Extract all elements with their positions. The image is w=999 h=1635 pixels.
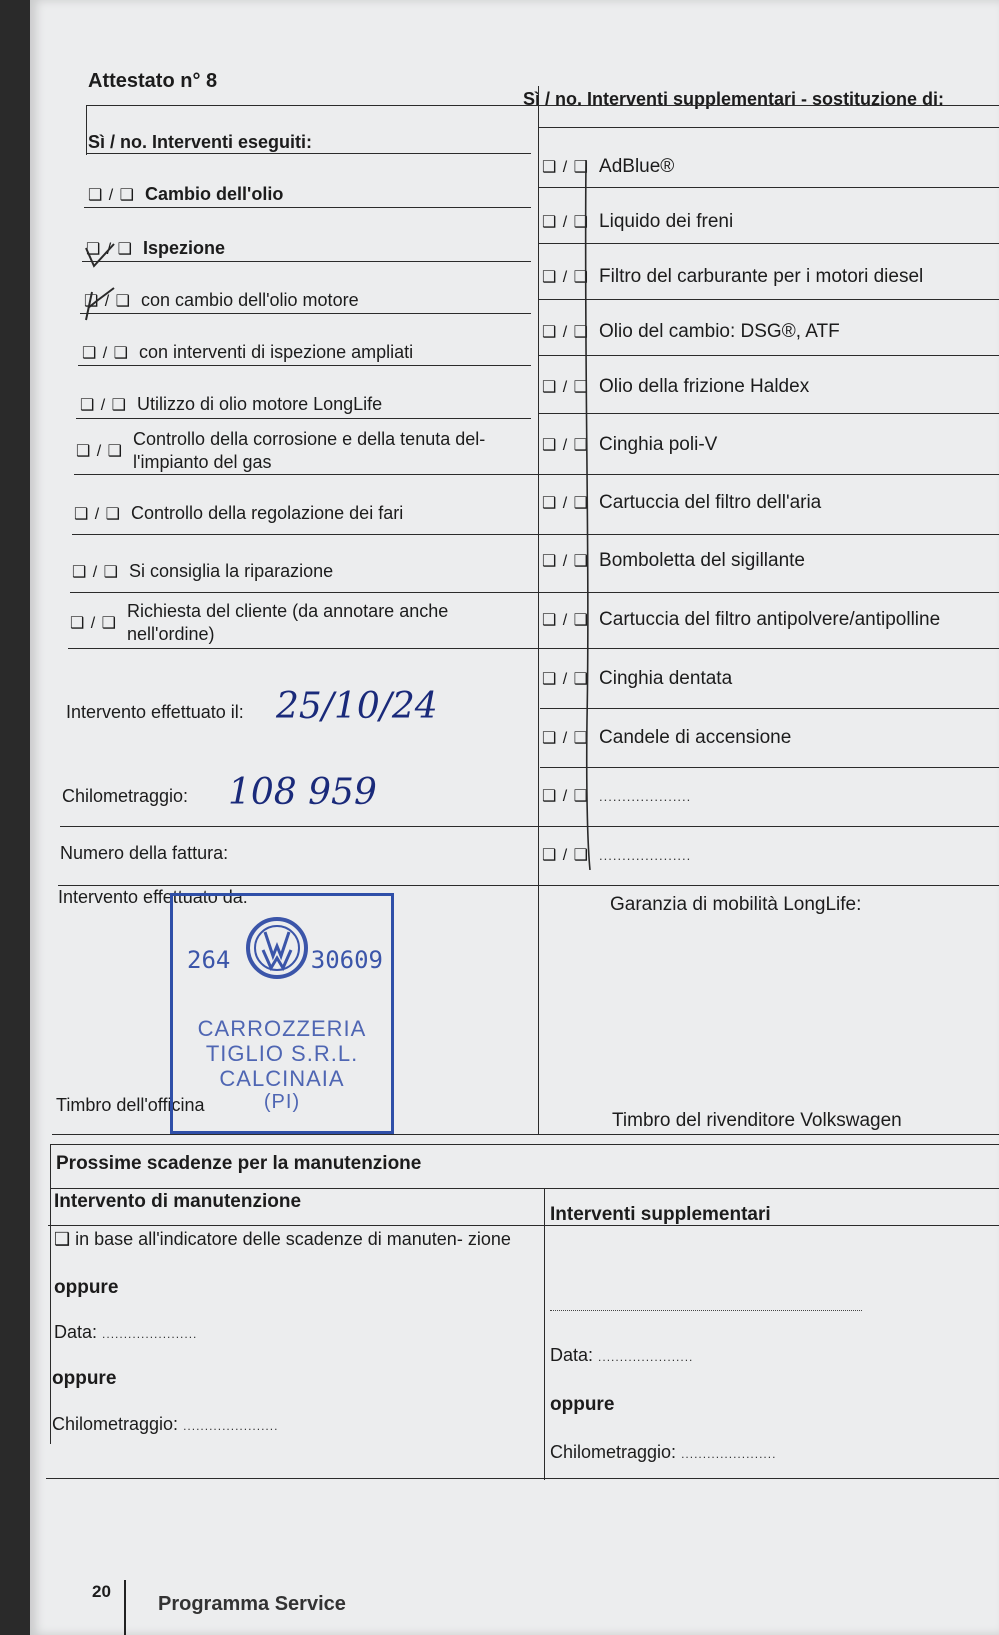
rule [86,105,999,106]
rule [538,243,999,244]
rule [540,767,999,768]
yes-no-checkbox[interactable]: ❑ / ❑ [542,269,590,286]
rule [74,474,999,475]
rule [68,648,999,649]
rule [46,1478,999,1479]
mileage-value[interactable]: 108 959 [228,772,377,813]
right-item-label: Bomboletta del sigillante [599,550,805,571]
rule [538,187,999,188]
right-item-label: Cartuccia del filtro dell'aria [599,492,822,513]
yes-no-checkbox[interactable]: ❑ / ❑ [86,240,134,258]
right-column-header: Sì / no. Interventi supplementari - sostituzione di: [523,89,945,109]
next-mileage-label: Chilometraggio: [52,1414,179,1434]
next-date-dots: ...................... [102,1327,198,1341]
next-mileage-field[interactable] [52,1414,278,1435]
left-item-label: con cambio dell'olio motore [141,290,359,310]
yes-no-checkbox[interactable]: ❑ / ❑ [84,292,132,310]
left-item-label: Ispezione [143,238,226,258]
service-date-value[interactable]: 25/10/24 [276,686,438,727]
next-right-or-label: oppure [550,1394,615,1415]
right-item-label: Cartuccia del filtro antipolvere/antipolline [599,609,941,630]
rule [538,86,539,1134]
right-item-blank-2 [542,845,691,865]
left-item-customer-request [70,600,525,646]
rule [58,885,999,886]
right-item-label: Cinghia poli-V [599,434,718,455]
left-item-label: Controllo della corrosione e della tenuta del- l'impianto del gas [133,429,486,472]
next-date-label: Data: [54,1322,98,1342]
rule [72,534,999,535]
next-right-mileage-field[interactable] [550,1442,776,1463]
left-item-label: Richiesta del cliente (da annotare anche nell'ordine) [127,601,449,644]
yes-no-checkbox[interactable]: ❑ / ❑ [542,612,590,629]
stamp-line: CARROZZERIA [197,1016,367,1041]
right-item-label: Filtro del carburante per i motori diesel [599,266,924,287]
next-right-date-dots: ...................... [598,1350,694,1364]
next-mileage-dots: ...................... [183,1419,279,1433]
service-date-label: Intervento effettuato il: [66,702,244,722]
rule [538,299,999,300]
rule [50,1188,999,1189]
next-date-field[interactable] [54,1322,197,1343]
right-item-pollen-filter [542,609,940,631]
right-item-label: Cinghia dentata [599,668,733,689]
workshop-stamp-label: Timbro dell'officina [56,1095,205,1115]
yes-no-checkbox[interactable]: ❑ / ❑ [82,344,130,362]
right-item-adblue [542,156,674,178]
dealer-stamp-label: Timbro del rivenditore Volkswagen [612,1110,902,1131]
left-item-label: Utilizzo di olio motore LongLife [137,394,383,414]
left-item-longlife-oil [80,394,382,415]
stamp-right-number: 30609 [310,946,383,974]
right-item-timing-belt [542,668,732,690]
handwritten-check-marks [80,240,130,330]
left-item-label: con interventi di ispezione ampliati [139,342,414,362]
next-right-header: Interventi supplementari [550,1204,771,1225]
rule [50,1144,51,1444]
right-item-blank-1 [542,786,691,806]
yes-no-checkbox[interactable]: ❑ / ❑ [542,553,590,570]
rule [48,1225,999,1226]
yes-no-checkbox[interactable]: ❑ / ❑ [542,324,590,341]
stamp-line: (PI) [263,1091,301,1113]
yes-no-checkbox[interactable]: ❑ / ❑ [88,186,136,204]
yes-no-checkbox[interactable]: ❑ / ❑ [76,443,124,460]
right-item-label: Liquido dei freni [599,211,734,232]
stamp-line: CALCINAIA [219,1066,345,1091]
rule [86,105,87,155]
left-item-oil-change [88,184,283,205]
rule [84,207,531,208]
right-item-label: AdBlue® [599,156,675,177]
right-item-label: Candele di accensione [599,727,792,748]
yes-no-checkbox[interactable]: ❑ / ❑ [542,379,590,396]
rule [82,261,531,262]
yes-no-checkbox[interactable]: ❑ / ❑ [542,847,590,864]
left-item-extended-inspection [82,342,413,363]
next-indicator-option[interactable]: ❑ in base all'indicatore delle scadenze di manuten- zione [54,1229,511,1249]
right-item-label: Olio del cambio: DSG®, ATF [599,321,840,342]
footer-divider [124,1580,126,1635]
yes-no-checkbox[interactable]: ❑ / ❑ [542,159,590,176]
page-number: 20 [92,1582,111,1601]
rule [538,413,999,414]
yes-no-checkbox[interactable]: ❑ / ❑ [542,730,590,747]
next-maintenance-title: Prossime scadenze per la manutenzione [56,1153,422,1174]
next-left-header: Intervento di manutenzione [54,1191,302,1212]
yes-no-checkbox[interactable]: ❑ / ❑ [542,437,590,454]
next-right-date-label: Data: [550,1345,594,1365]
mileage-label: Chilometraggio: [62,786,189,806]
yes-no-checkbox[interactable]: ❑ / ❑ [542,495,590,512]
vw-logo-icon [245,916,309,980]
left-item-repair-advice [72,561,333,582]
left-item-headlights [74,503,403,524]
handwritten-vertical-line [580,160,600,870]
stamp-left-number: 264 [187,946,231,974]
rule [78,365,531,366]
rule [540,708,999,709]
left-item-label: Si consiglia la riparazione [129,561,334,581]
right-item-label: Olio della frizione Haldex [599,376,810,397]
left-column-header: Sì / no. Interventi eseguiti: [88,132,313,152]
rule [86,153,531,154]
rule [50,1144,999,1145]
yes-no-checkbox[interactable]: ❑ / ❑ [74,505,122,523]
yes-no-checkbox[interactable]: ❑ / ❑ [80,396,128,414]
performed-by-label: Intervento effettuato da: [58,887,248,907]
left-item-label: Controllo della regolazione dei fari [131,503,404,523]
stamp-line: TIGLIO S.R.L. [205,1041,359,1066]
next-or-label: oppure [54,1277,119,1298]
next-right-mileage-label: Chilometraggio: [550,1442,677,1462]
rule [538,355,999,356]
yes-no-checkbox[interactable]: ❑ / ❑ [542,788,590,805]
next-right-blank-line[interactable] [550,1310,862,1311]
rule [52,1134,999,1135]
right-item-label: .................... [599,788,692,804]
rule [70,592,999,593]
next-or-label: oppure [52,1368,117,1389]
right-item-brake-fluid [542,211,733,233]
left-item-gas-system [76,428,526,474]
rule [544,1188,545,1480]
certificate-title: Attestato n° 8 [88,70,218,92]
workshop-stamp [170,893,394,1134]
yes-no-checkbox[interactable]: ❑ / ❑ [72,563,120,581]
yes-no-checkbox[interactable]: ❑ / ❑ [542,671,590,688]
left-item-label: Cambio dell'olio [145,184,284,204]
footer-section-title: Programma Service [158,1593,346,1615]
invoice-number-label: Numero della fattura: [60,843,229,863]
mobility-guarantee-label: Garanzia di mobilità LongLife: [610,894,862,915]
right-item-v-belt [542,434,717,456]
yes-no-checkbox[interactable]: ❑ / ❑ [70,615,118,632]
next-right-date-field[interactable] [550,1345,693,1366]
rule [538,127,999,128]
yes-no-checkbox[interactable]: ❑ / ❑ [542,214,590,231]
right-item-label: .................... [599,847,692,863]
rule [80,313,531,314]
rule [60,826,999,827]
next-right-mileage-dots: ...................... [681,1447,777,1461]
rule [76,418,531,419]
